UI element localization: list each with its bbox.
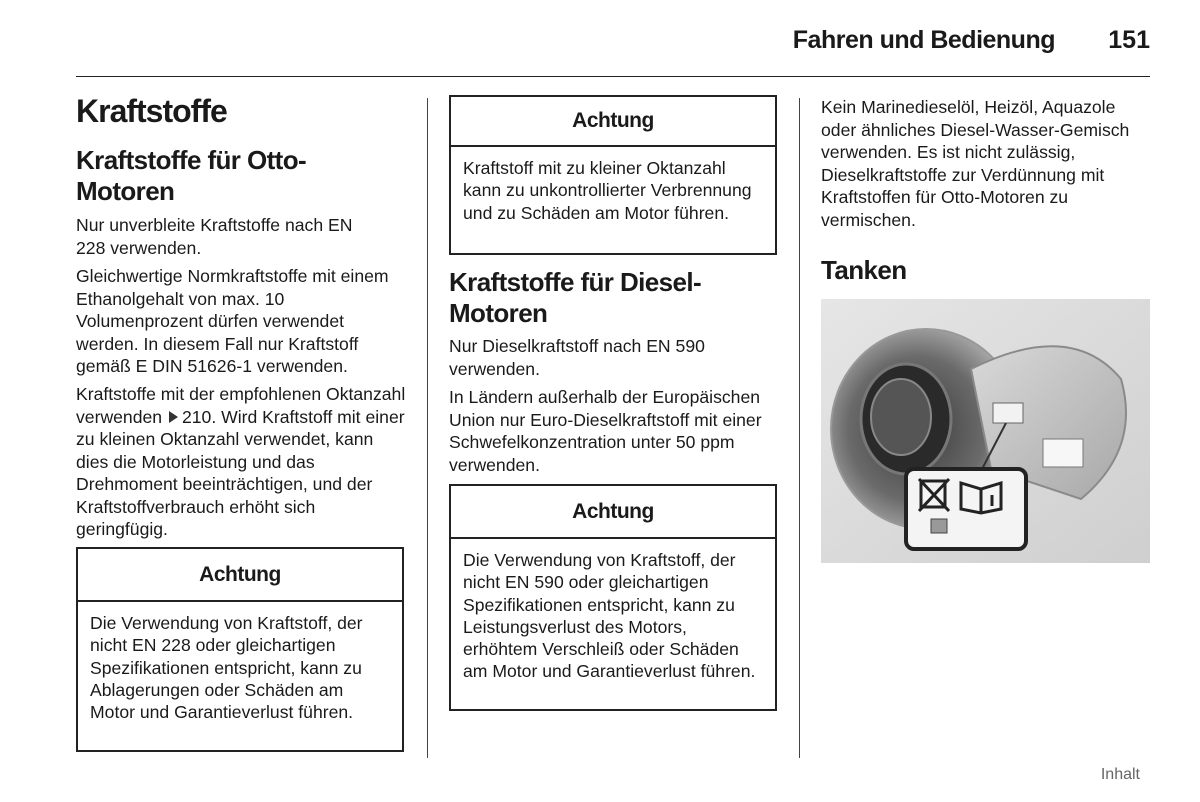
running-header-title: Fahren und Bedienung (792, 26, 1055, 54)
section-title-otto: Kraftstoffe für Otto-Motoren (76, 145, 307, 206)
notice-box-octane (449, 95, 777, 255)
gm-logo-pictogram (931, 519, 947, 533)
paragraph-euro-diesel: In Ländern außerhalb der Europäischen Union nur Euro-Dieselkraftstoff mit einer Schwefelkonzentration unter 50 ppm verwenden. (449, 387, 762, 475)
footer-contents-link[interactable]: Inhalt (1100, 766, 1140, 783)
chapter-title: Kraftstoffe (76, 93, 227, 129)
notice-text: Die Verwendung von Kraftstoff, der nicht EN 228 oder gleichartigen Spezifikationen entspricht, kann zu Ablagerungen oder Schäden am Motor und Garantieverlust führen. (90, 613, 363, 723)
paragraph-en590: Nur Dieselkraftstoff nach EN 590 verwenden. (449, 336, 705, 379)
notice-heading: Achtung (451, 486, 775, 539)
notice-heading: Achtung (78, 549, 402, 602)
section-title-tanken: Tanken (821, 255, 907, 285)
flap-small-label (993, 403, 1023, 423)
header-rule (76, 76, 1150, 77)
page-number: 151 (1108, 26, 1150, 54)
column-divider-right (799, 98, 800, 758)
paragraph-octane-text-a: Kraftstoffe mit der empfohlenen Oktanzahl verwenden (76, 384, 406, 427)
paragraph-octane (76, 383, 406, 541)
notice-box-en228 (76, 547, 404, 752)
fuel-filler-illustration (821, 299, 1150, 563)
filler-cap (871, 379, 931, 455)
notice-box-en590 (449, 484, 777, 711)
fuel-filler-photo (821, 299, 1150, 563)
page-reference-icon[interactable] (169, 411, 178, 423)
paragraph-ethanol: Gleichwertige Normkraftstoffe mit einem Ethanolgehalt von max. 10 Volumenprozent dürfen verwendet werden. In diesem Fall nur Kraftstoff gemäß E DIN 51626-1 verwenden. (76, 266, 389, 376)
flap-warning-sticker (1043, 439, 1083, 467)
notice-text: Kraftstoff mit zu kleiner Oktanzahl kann zu unkontrollierter Verbrennung und zu Schäden am Motor führen. (463, 158, 752, 223)
paragraph-marine-diesel: Kein Marinedieselöl, Heizöl, Aquazole oder ähnliches Diesel-Wasser-Gemisch verwenden. Es ist nicht zulässig, Dieselkraftstoffe zur Verdünnung mit Kraftstoffen für Otto-Motoren zu vermischen. (821, 97, 1130, 230)
section-title-diesel: Kraftstoffe für Diesel-Motoren (449, 267, 702, 328)
notice-text: Die Verwendung von Kraftstoff, der nicht EN 590 oder gleichartigen Spezifikationen entspricht, kann zu Leistungsverlust des Motors, erhöhtem Verschleiß oder Schäden am Motor und Garantieverlust führen. (463, 550, 756, 682)
paragraph-octane-text-b: . Wird Kraftstoff mit einer zu kleinen Oktanzahl verwendet, kann dies die Motorleistung und das Drehmoment beeinträchtigen, und der Kraftstoffverbrauch erhöht sich geringfügig. (76, 406, 405, 539)
column-divider-left (427, 98, 428, 758)
paragraph-unleaded: Nur unverbleite Kraftstoffe nach EN 228 verwenden. (76, 215, 353, 258)
page-reference-link[interactable]: 210 (181, 406, 212, 427)
notice-heading: Achtung (451, 97, 775, 147)
